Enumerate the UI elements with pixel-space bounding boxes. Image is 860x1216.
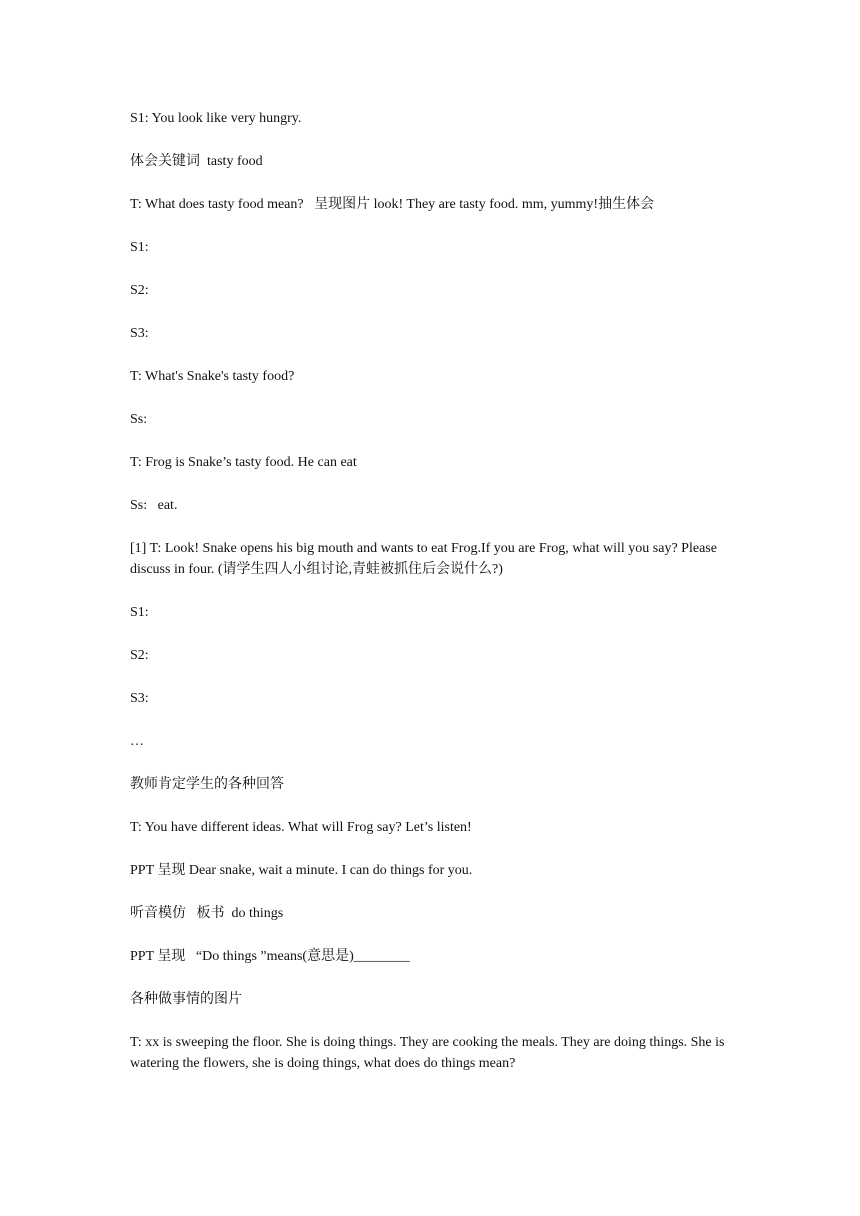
student-line-s1: S1: <box>130 240 149 255</box>
teacher-do-things-explanation: T: xx is sweeping the floor. She is doing things. They are cooking the meals. They are doing things. She is watering the flowers, she is doing things, what does do things mean? <box>130 1035 728 1071</box>
ppt-do-things-meaning: PPT 呈现 “Do things ”means(意思是)________ <box>130 949 410 964</box>
teacher-listen-prompt: T: You have different ideas. What will Frog say? Let’s listen! <box>130 820 472 835</box>
student-line-s3-b: S3: <box>130 691 149 706</box>
keyword-note-tasty-food: 体会关键词 tasty food <box>130 154 263 169</box>
teacher-line-frog: T: Frog is Snake’s tasty food. He can eat <box>130 455 357 470</box>
teacher-question-tasty-food: T: What does tasty food mean? 呈现图片 look! They are tasty food. mm, yummy!抽生体会 <box>130 197 655 212</box>
students-line-ss: Ss: <box>130 412 148 427</box>
teacher-affirmation-note: 教师肯定学生的各种回答 <box>130 777 284 792</box>
pictures-note: 各种做事情的图片 <box>130 992 242 1007</box>
document-page <box>130 108 730 1096</box>
student-line-s2-b: S2: <box>130 648 149 663</box>
student-line-s1-b: S1: <box>130 605 149 620</box>
dialogue-line-s1-hungry: S1: You look like very hungry. <box>130 111 302 126</box>
ppt-dear-snake: PPT 呈现 Dear snake, wait a minute. I can do things for you. <box>130 863 473 878</box>
student-line-s3: S3: <box>130 326 149 341</box>
students-line-eat: Ss: eat. <box>130 498 178 513</box>
ellipsis-line: … <box>130 734 144 749</box>
listen-imitate-note: 听音模仿 板书 do things <box>130 906 284 921</box>
student-line-s2: S2: <box>130 283 149 298</box>
teacher-discussion-prompt: [1] T: Look! Snake opens his big mouth and wants to eat Frog.If you are Frog, what will you say? Please discuss in four. (请学生四人小组讨论,青蛙被抓住后会说什么?) <box>130 541 721 577</box>
teacher-question-snake-food: T: What's Snake's tasty food? <box>130 369 295 384</box>
